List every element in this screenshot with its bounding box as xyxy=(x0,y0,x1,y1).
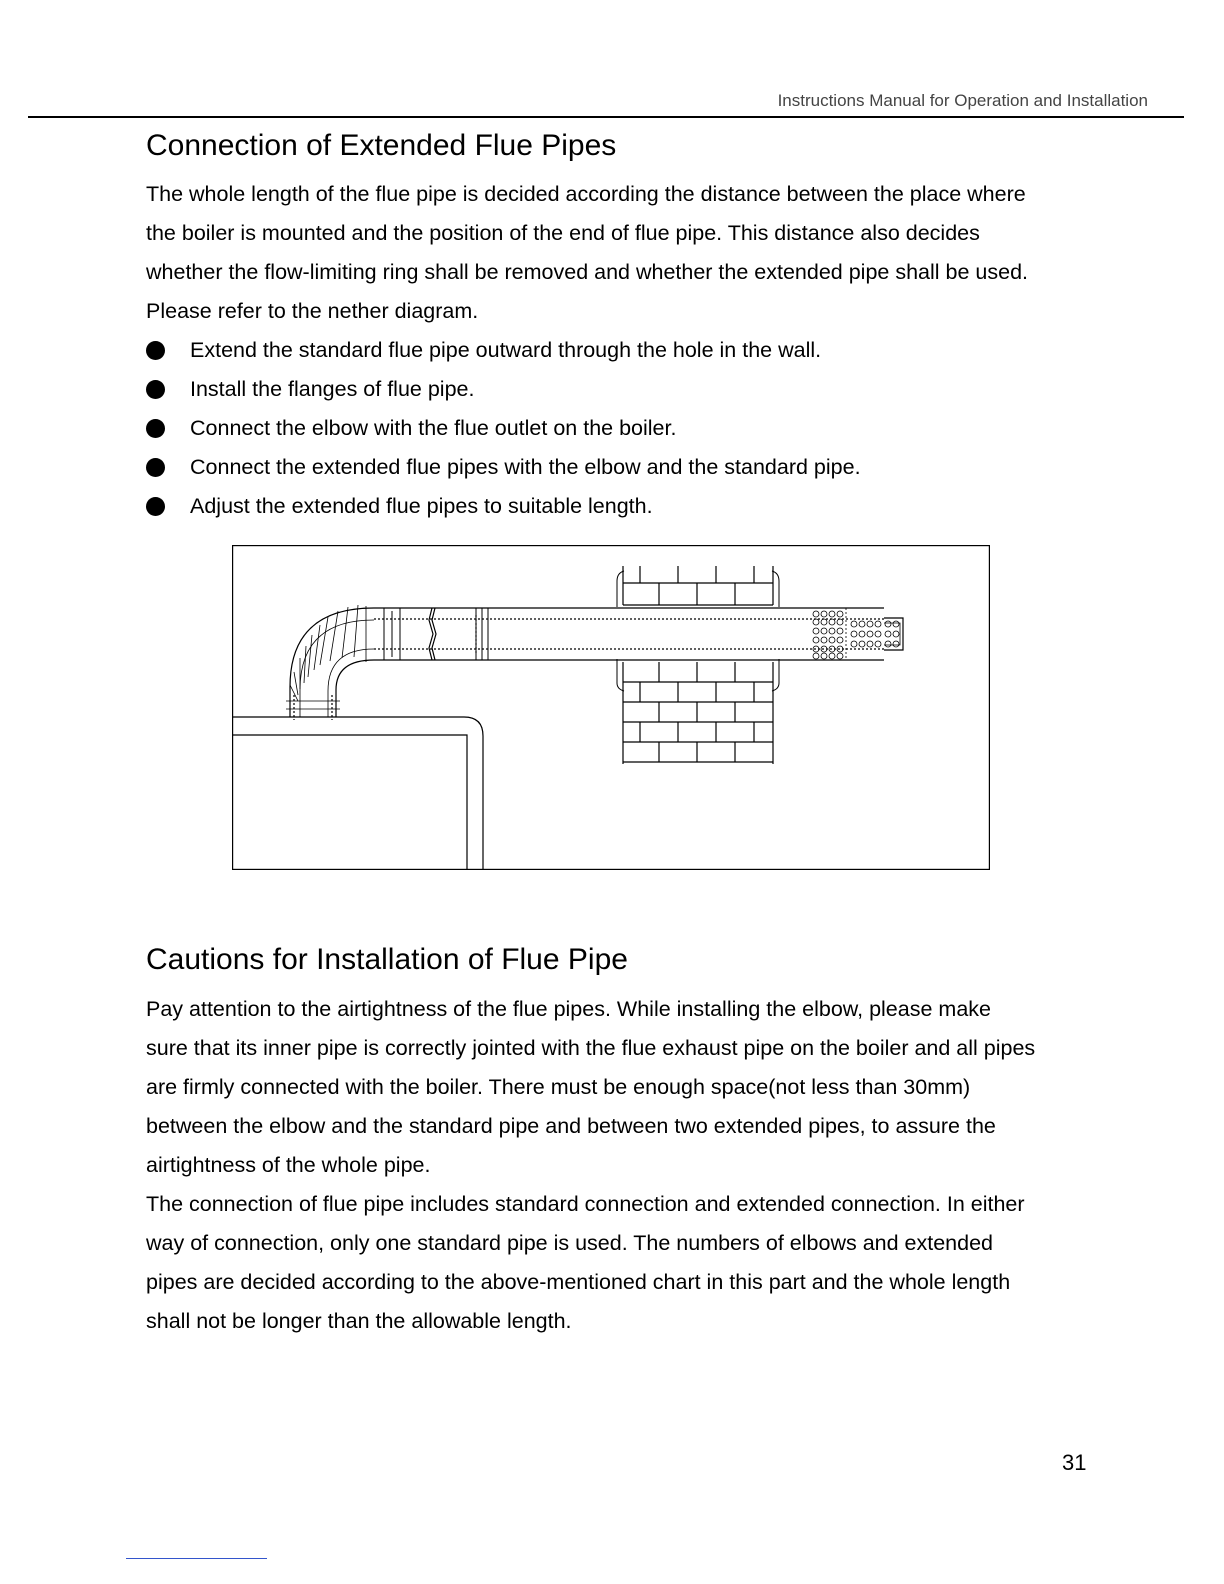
wall-upper xyxy=(617,566,779,607)
list-item-text: Connect the elbow with the flue outlet on the boiler. xyxy=(190,416,677,440)
cautions-line: sure that its inner pipe is correctly jointed with the flue exhaust pipe on the boiler and all pipes xyxy=(146,1036,1036,1060)
terminal-holes xyxy=(813,608,899,660)
flue-pipe-diagram xyxy=(232,545,990,870)
list-item xyxy=(146,331,861,370)
header-rule xyxy=(28,116,1184,118)
diagram-frame xyxy=(233,546,990,870)
bullet-icon xyxy=(146,341,165,360)
list-item-text: Adjust the extended flue pipes to suitable length. xyxy=(190,494,653,518)
running-header: Instructions Manual for Operation and Installation xyxy=(777,91,1148,110)
wall-lower xyxy=(617,659,779,764)
cautions-line: airtightness of the whole pipe. xyxy=(146,1153,431,1177)
installation-steps-list xyxy=(146,331,861,526)
list-item xyxy=(146,448,861,487)
section-title-cautions: Cautions for Installation of Flue Pipe xyxy=(146,943,628,976)
cautions-line: shall not be longer than the allowable length. xyxy=(146,1309,572,1333)
list-item-text: Install the flanges of flue pipe. xyxy=(190,377,475,401)
intro-line: the boiler is mounted and the position of the end of flue pipe. This distance also decides xyxy=(146,221,980,245)
list-item-text: Extend the standard flue pipe outward through the hole in the wall. xyxy=(190,338,822,362)
list-item xyxy=(146,370,861,409)
cautions-paragraph-2 xyxy=(146,1185,1116,1341)
cautions-line: way of connection, only one standard pipe is used. The numbers of elbows and extended xyxy=(146,1231,994,1255)
intro-line: The whole length of the flue pipe is decided according the distance between the place where xyxy=(146,182,1026,206)
bullet-icon xyxy=(146,380,165,399)
footnote-rule xyxy=(126,1558,267,1559)
bullet-icon xyxy=(146,419,165,438)
bullet-icon xyxy=(146,458,165,477)
cautions-line: are firmly connected with the boiler. There must be enough space(not less than 30mm) xyxy=(146,1075,971,1099)
intro-line: whether the flow-limiting ring shall be removed and whether the extended pipe shall be used. xyxy=(146,260,1029,284)
cautions-line: pipes are decided according to the above-mentioned chart in this part and the whole length xyxy=(146,1270,1011,1294)
bullet-icon xyxy=(146,497,165,516)
elbow xyxy=(286,605,374,720)
list-item xyxy=(146,487,861,526)
list-item xyxy=(146,409,861,448)
page-number: 31 xyxy=(1062,1450,1087,1475)
intro-line: Please refer to the nether diagram. xyxy=(146,299,479,323)
boiler-body xyxy=(232,717,483,870)
intro-paragraph xyxy=(146,175,1116,331)
cautions-line: The connection of flue pipe includes standard connection and extended connection. In either xyxy=(146,1192,1025,1216)
list-item-text: Connect the extended flue pipes with the elbow and the standard pipe. xyxy=(190,455,861,479)
cautions-line: Pay attention to the airtightness of the flue pipes. While installing the elbow, please make xyxy=(146,997,991,1021)
section-title-connection: Connection of Extended Flue Pipes xyxy=(146,129,617,162)
cautions-paragraph-1 xyxy=(146,990,1116,1185)
cautions-line: between the elbow and the standard pipe and between two extended pipes, to assure the xyxy=(146,1114,996,1138)
